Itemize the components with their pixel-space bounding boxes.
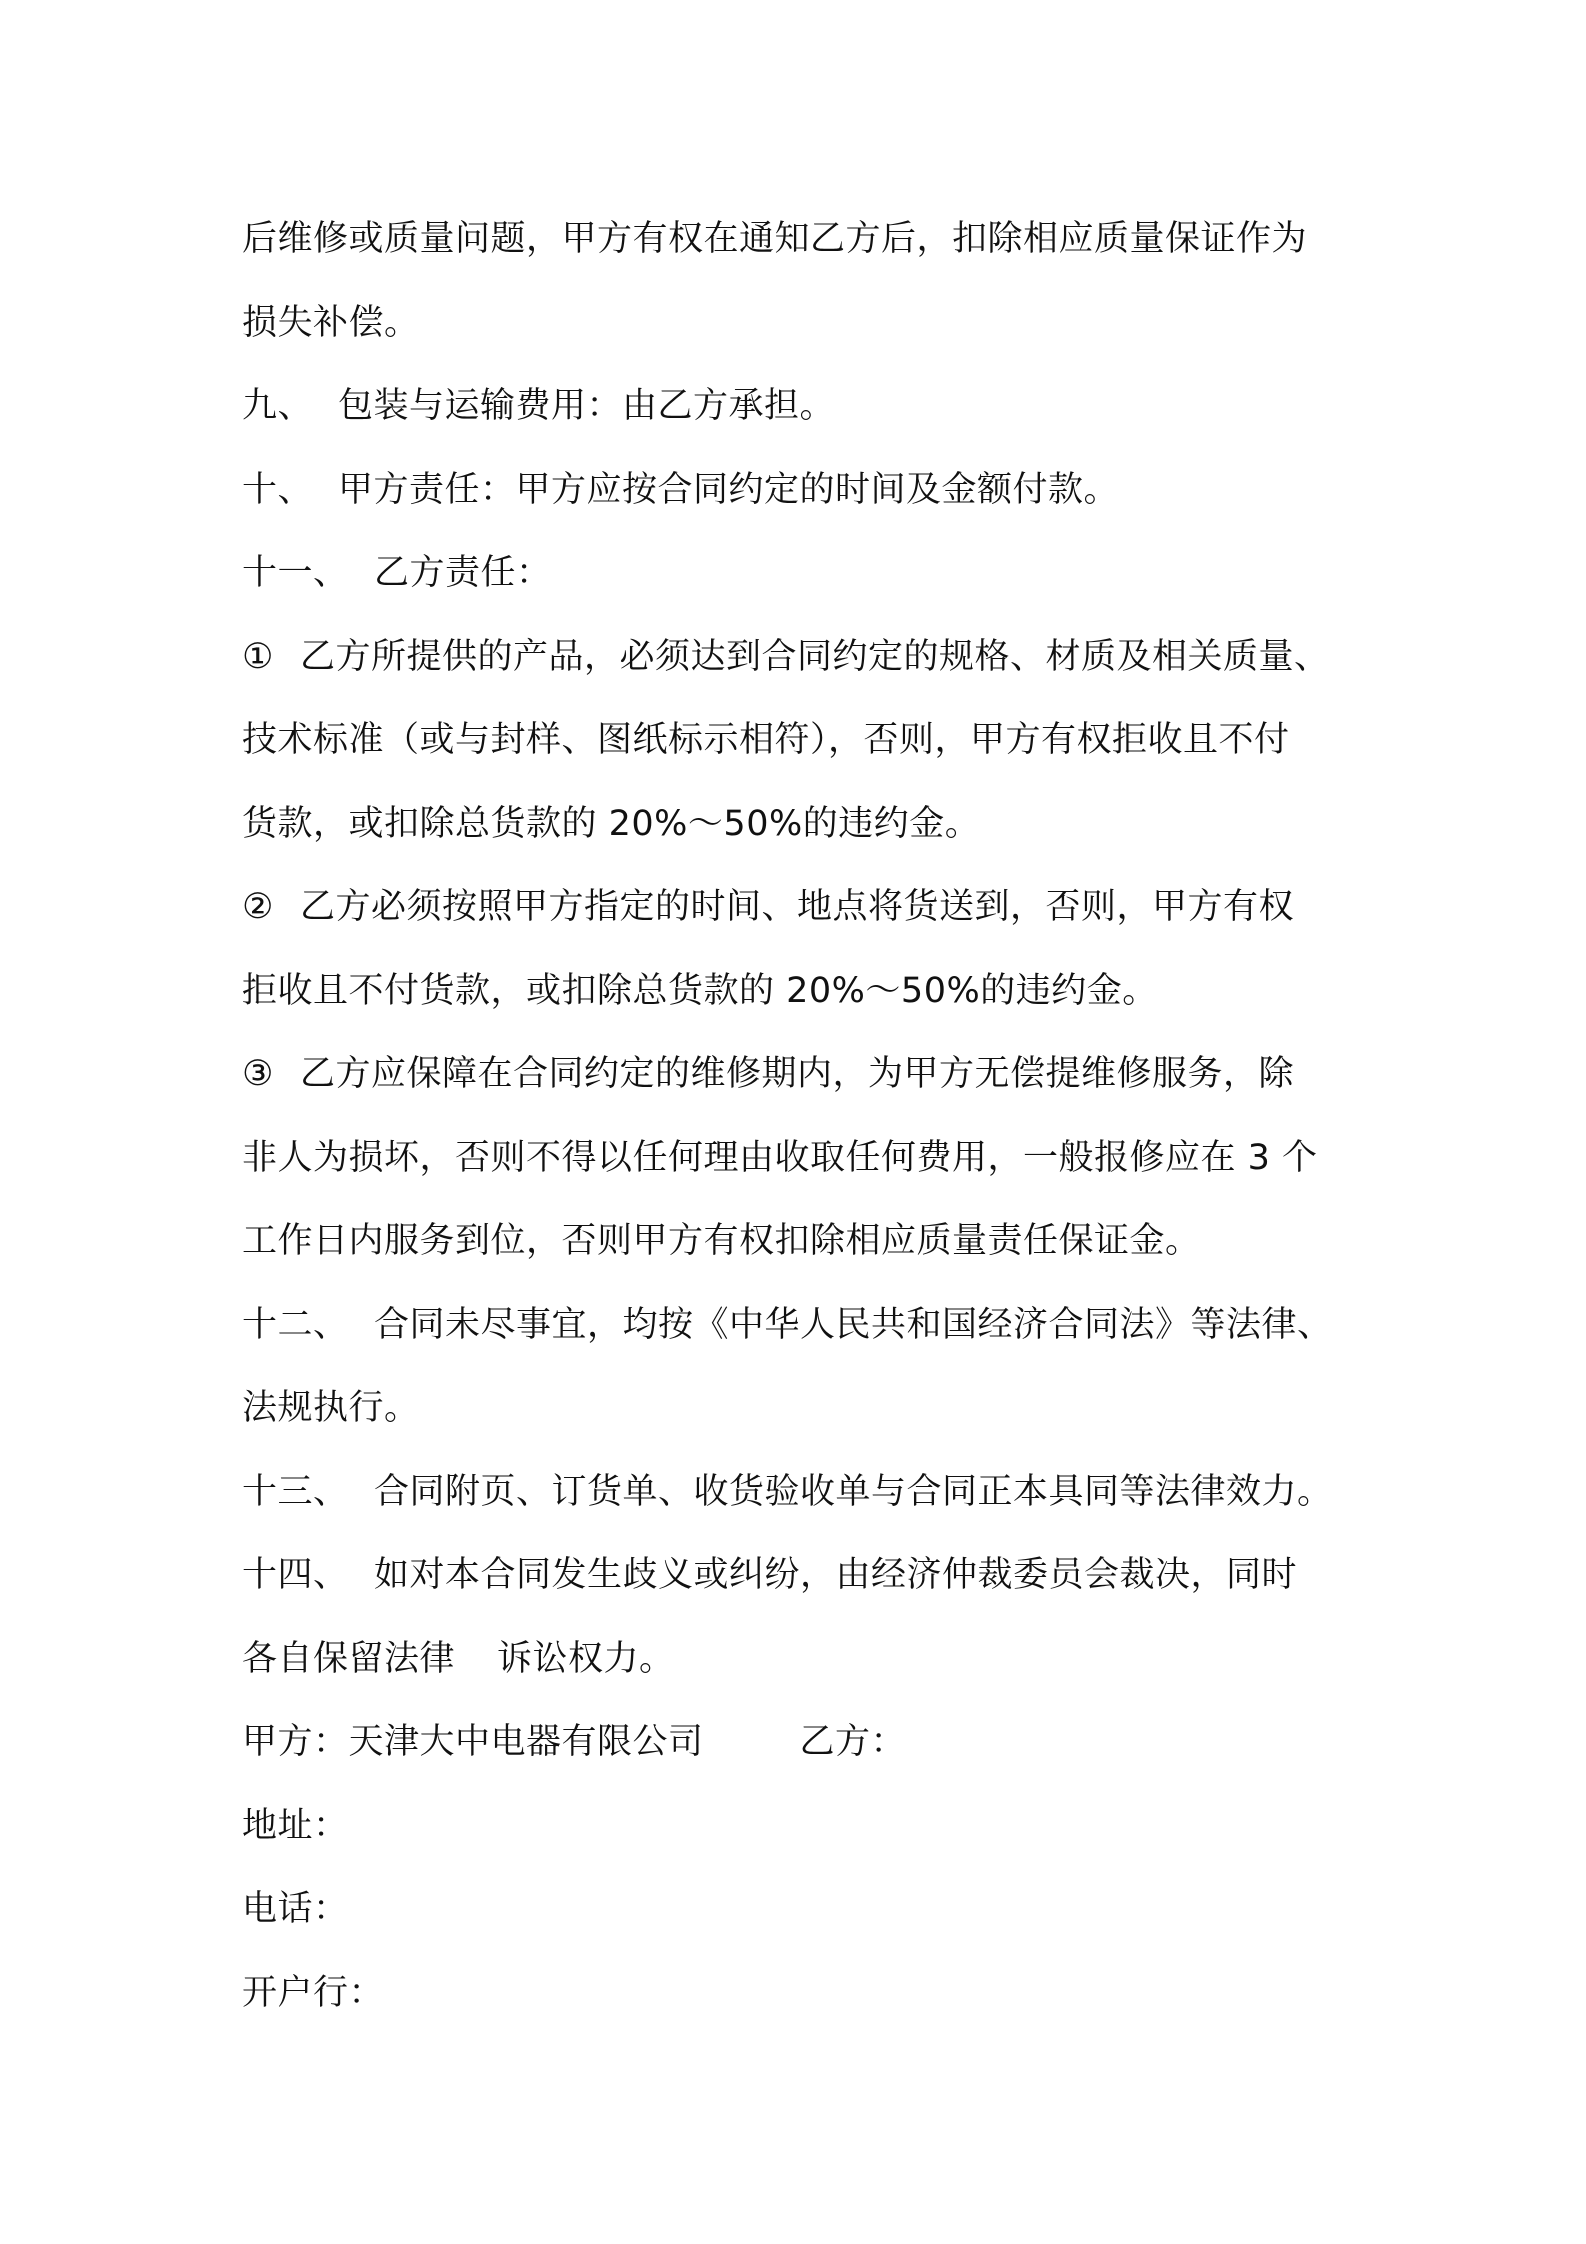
party-a-name: 天津大中电器有限公司 — [348, 1722, 704, 1762]
item-1-text: 乙方所提供的产品，必须达到合同约定的规格、材质及相关质量、 — [300, 636, 1330, 677]
clause-11-item-1-line-3: 货款，或扣除总货款的 20%～50%的违约金。 — [242, 803, 981, 844]
party-a-label: 甲方： — [242, 1722, 349, 1762]
clause-11-item-2-line-2: 拒收且不付货款，或扣除总货款的 20%～50%的违约金。 — [242, 970, 1158, 1011]
clause-12 — [242, 1284, 1392, 1368]
clause-11-text: 乙方责任： — [374, 553, 552, 593]
item-2-text: 乙方必须按照甲方指定的时间、地点将货送到，否则，甲方有权 — [300, 887, 1295, 927]
clause-14 — [242, 1534, 1392, 1618]
clause-10-text: 甲方责任：甲方应按合同约定的时间及金额付款。 — [338, 469, 1120, 510]
clause-13-number: 十三、 — [242, 1471, 349, 1512]
clause-11-item-2-line-1 — [242, 866, 1392, 950]
clause-12-line-2: 法规执行。 — [242, 1388, 420, 1428]
item-3-marker: ③ — [242, 1054, 274, 1094]
clause-10-number: 十、 — [242, 469, 314, 510]
clause-14-number: 十四、 — [242, 1555, 349, 1595]
clause-11-number: 十一、 — [242, 553, 349, 593]
contract-body — [242, 198, 1392, 2035]
item-1-marker: ① — [242, 636, 274, 677]
phone-line: 电话： — [242, 1889, 349, 1929]
clause-14-text: 如对本合同发生歧义或纠纷，由经济仲裁委员会裁决，同时 — [374, 1555, 1298, 1595]
clause-13 — [242, 1451, 1392, 1535]
clause-14-line-2-part-a: 各自保留法律 — [242, 1638, 456, 1679]
clause-11-item-3-line-3: 工作日内服务到位，否则甲方有权扣除相应质量责任保证金。 — [242, 1221, 1201, 1261]
clause-8-continuation-line-2: 损失补偿。 — [242, 302, 420, 343]
clause-11-item-3-line-1 — [242, 1033, 1392, 1117]
clause-9-text: 包装与运输费用：由乙方承担。 — [338, 386, 836, 426]
clause-11-item-3-line-2: 非人为损坏，否则不得以任何理由收取任何费用，一般报修应在 3 个 — [242, 1137, 1318, 1178]
clause-13-text: 合同附页、订货单、收货验收单与合同正本具同等法律效力。 — [374, 1471, 1333, 1512]
clause-11-item-1-line-2: 技术标准（或与封样、图纸标示相符），否则，甲方有权拒收且不付 — [242, 720, 1290, 760]
clause-14-line-2-part-b: 诉讼权力。 — [497, 1638, 675, 1679]
address-line: 地址： — [242, 1805, 349, 1846]
clause-12-number: 十二、 — [242, 1304, 349, 1345]
clause-10 — [242, 449, 1392, 533]
clause-12-text: 合同未尽事宜，均按《中华人民共和国经济合同法》等法律、 — [374, 1304, 1333, 1345]
clause-9-number: 九、 — [242, 386, 314, 426]
clause-11-item-1-line-1 — [242, 616, 1392, 700]
item-3-text: 乙方应保障在合同约定的维修期内，为甲方无偿提维修服务，除 — [300, 1054, 1295, 1094]
item-2-marker: ② — [242, 887, 274, 927]
clause-8-continuation-line-1: 后维修或质量问题，甲方有权在通知乙方后，扣除相应质量保证作为 — [242, 219, 1308, 259]
signature-parties-line — [242, 1701, 1392, 1785]
clause-11 — [242, 532, 1392, 616]
clause-14-line-2 — [242, 1618, 1392, 1702]
bank-line: 开户行： — [242, 1972, 385, 2013]
clause-9 — [242, 365, 1392, 449]
party-b-label: 乙方： — [799, 1722, 907, 1762]
